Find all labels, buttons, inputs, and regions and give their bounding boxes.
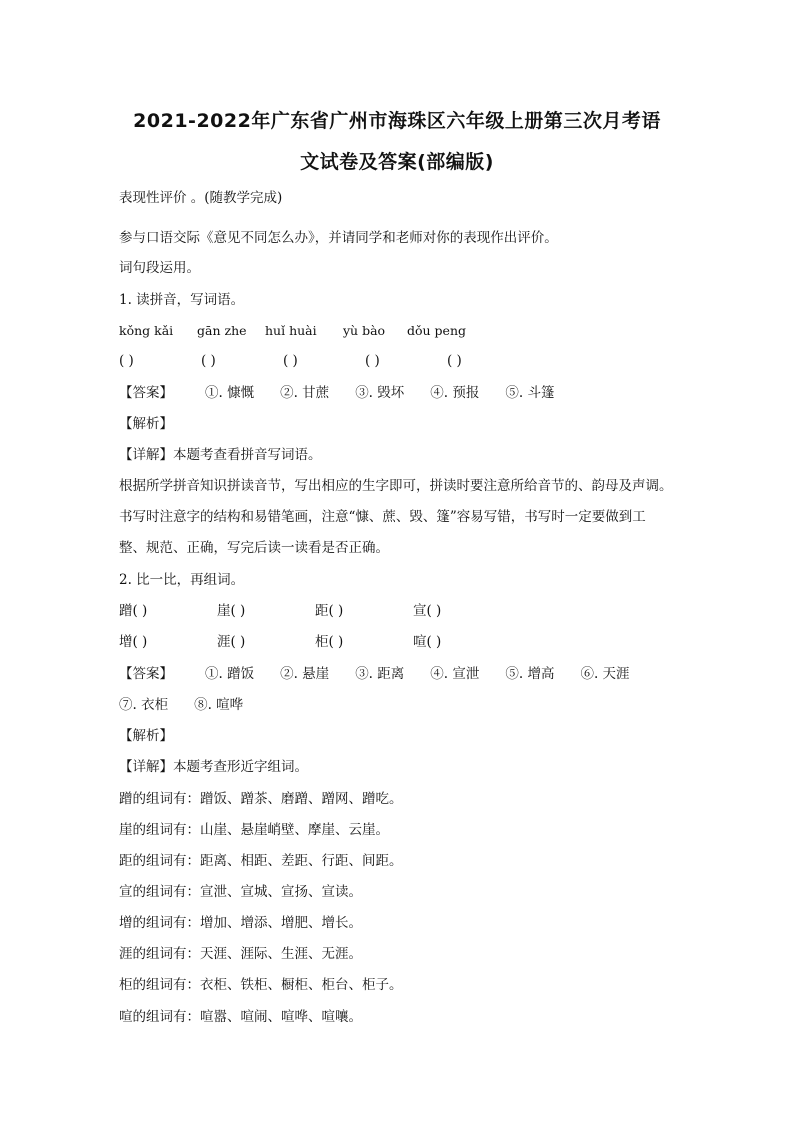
compare-cell: 增( ) [119, 634, 148, 650]
answer-label: 【答案】 [119, 666, 173, 682]
analysis-label: 【解析】 [119, 416, 173, 432]
detail-text: 【详解】本题考查形近字组词。 [119, 759, 308, 775]
answer-item: ①. 慷慨 [205, 385, 255, 401]
answer-item: ⑧. 喧哗 [194, 697, 244, 713]
question-2-answer [119, 664, 630, 684]
answer-item: ⑤. 斗篷 [505, 385, 555, 401]
explanation-line: 整、规范、正确，写完后读一读看是否正确。 [119, 540, 389, 556]
answer-blank: ( ) [365, 353, 380, 369]
word-group-line: 崖的组词有：山崖、悬崖峭壁、摩崖、云崖。 [119, 822, 389, 838]
pinyin-item: dǒu peng [407, 323, 467, 338]
blank-row [119, 351, 529, 371]
compare-cell: 距( ) [315, 603, 344, 619]
compare-cell: 宣( ) [413, 603, 442, 619]
answer-item: ②. 甘蔗 [280, 385, 330, 401]
question-1-heading: 1. 读拼音，写词语。 [119, 292, 245, 308]
pinyin-item: kǒng kǎi [119, 323, 174, 338]
word-group-line: 涯的组词有：天涯、涯际、生涯、无涯。 [119, 946, 362, 962]
word-group-line: 蹭的组词有：蹭饭、蹭茶、磨蹭、蹭网、蹭吃。 [119, 791, 403, 807]
explanation-line: 书写时注意字的结构和易错笔画，注意“慷、蔗、毁、篷”容易写错，书写时一定要做到工 [119, 509, 646, 525]
pinyin-item: yù bào [343, 323, 386, 338]
compare-cell: 蹭( ) [119, 603, 148, 619]
compare-row-1 [119, 601, 441, 621]
compare-cell: 涯( ) [217, 634, 246, 650]
question-2-heading: 2. 比一比，再组词。 [119, 572, 245, 588]
word-group-line: 柜的组词有：衣柜、铁柜、橱柜、柜台、柜子。 [119, 977, 403, 993]
compare-row-2 [119, 632, 441, 652]
performance-evaluation: 表现性评价 。(随教学完成) [119, 190, 283, 206]
word-group-line: 增的组词有：增加、增添、增肥、增长。 [119, 915, 362, 931]
document-title-line-2: 文试卷及答案(部编版) [300, 151, 494, 173]
answer-label: 【答案】 [119, 385, 173, 401]
word-group-line: 宣的组词有：宣泄、宣城、宣扬、宣读。 [119, 884, 362, 900]
pinyin-item: huǐ huài [265, 323, 317, 338]
answer-item: ⑤. 增高 [505, 666, 555, 682]
answer-item: ⑥. 天涯 [580, 666, 630, 682]
detail-text: 【详解】本题考查看拼音写词语。 [119, 447, 322, 463]
question-2-answer-cont [119, 695, 269, 715]
answer-blank: ( ) [283, 353, 298, 369]
answer-item: ③. 毁坏 [355, 385, 405, 401]
answer-item: ⑦. 衣柜 [119, 697, 169, 713]
oral-communication-text: 参与口语交际《意见不同怎么办》，并请同学和老师对你的表现作出评价。 [119, 230, 558, 246]
answer-blank: ( ) [447, 353, 462, 369]
explanation-line: 根据所学拼音知识拼读音节，写出相应的生字即可，拼读时要注意所给音节的、韵母及声调。 [119, 478, 673, 494]
answer-item: ③. 距离 [355, 666, 405, 682]
compare-cell: 喧( ) [413, 634, 442, 650]
answer-blank: ( ) [119, 353, 134, 369]
answer-item: ①. 蹭饭 [205, 666, 255, 682]
compare-cell: 崖( ) [217, 603, 246, 619]
answer-item: ②. 悬崖 [280, 666, 330, 682]
word-group-line: 距的组词有：距离、相距、差距、行距、间距。 [119, 853, 403, 869]
section-heading: 词句段运用。 [119, 260, 200, 276]
answer-item: ④. 预报 [430, 385, 480, 401]
compare-cell: 柜( ) [315, 634, 344, 650]
word-group-line: 喧的组词有：喧嚣、喧闹、喧哗、喧嚷。 [119, 1009, 362, 1025]
answer-item: ④. 宣泄 [430, 666, 480, 682]
analysis-label: 【解析】 [119, 728, 173, 744]
question-1-answer [119, 383, 580, 403]
pinyin-row [119, 321, 466, 341]
pinyin-item: gān zhe [197, 323, 247, 338]
answer-blank: ( ) [201, 353, 216, 369]
document-title-line-1: 2021-2022年广东省广州市海珠区六年级上册第三次月考语 [133, 110, 661, 132]
